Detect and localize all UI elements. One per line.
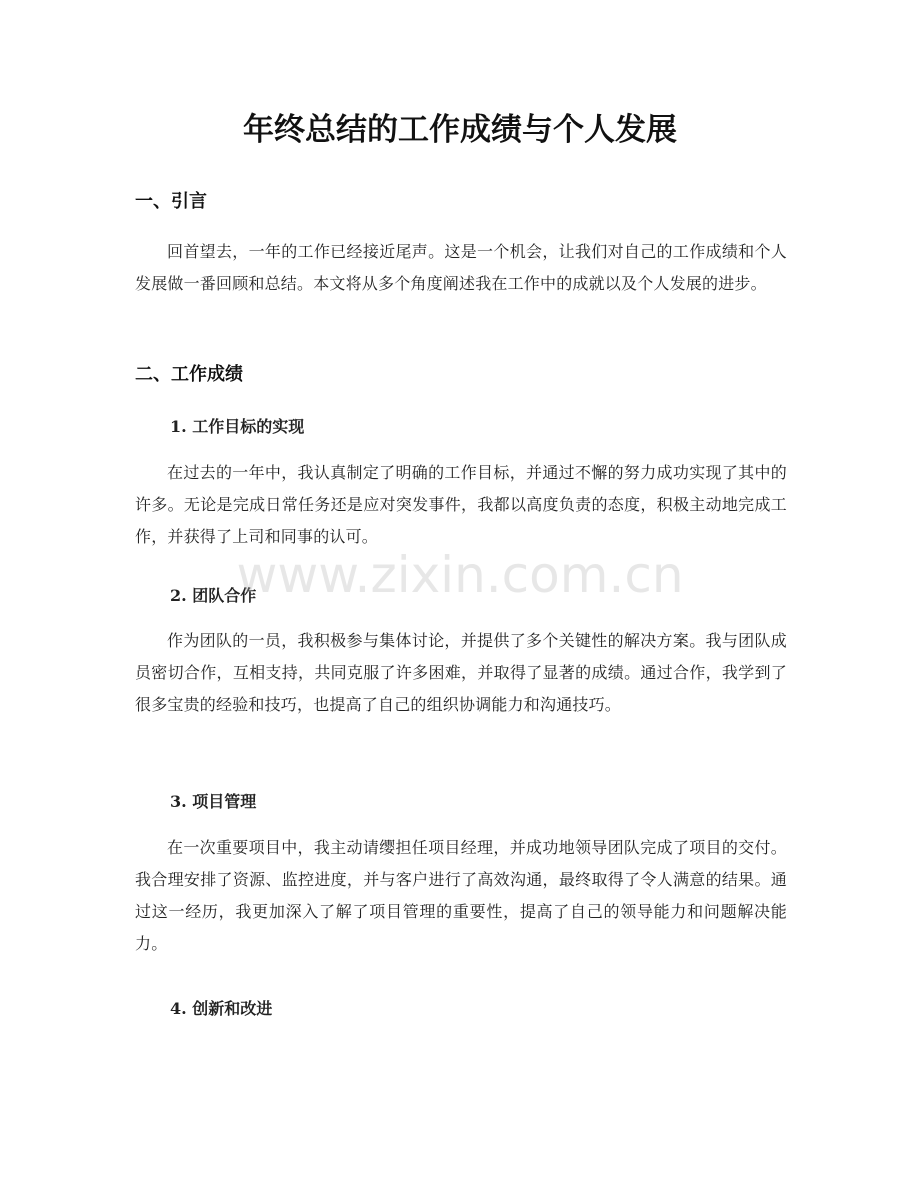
section-heading-introduction: 一、引言 [135, 191, 207, 212]
project-management-paragraph: 在一次重要项目中，我主动请缨担任项目经理，并成功地领导团队完成了项目的交付。我合理安排了资源、监控进度，并与客户进行了高效沟通，最终取得了令人满意的结果。通过这一经历，我更加深入了解了项目管理的重要性，提高了自己的领导能力和问题解决能力。 [135, 838, 787, 953]
watermark: www.zixin.com.cn [236, 546, 684, 604]
subheading-teamwork: 2. 团队合作 [170, 586, 257, 605]
teamwork-paragraph: 作为团队的一员，我积极参与集体讨论，并提供了多个关键性的解决方案。我与团队成员密切合作，互相支持，共同克服了许多困难，并取得了显著的成绩。通过合作，我学到了很多宝贵的经验和技巧，也提高了自己的组织协调能力和沟通技巧。 [135, 631, 787, 714]
introduction-paragraph: 回首望去，一年的工作已经接近尾声。这是一个机会，让我们对自己的工作成绩和个人发展做一番回顾和总结。本文将从多个角度阐述我在工作中的成就以及个人发展的进步。 [135, 242, 787, 293]
subheading-innovation: 4. 创新和改进 [170, 999, 273, 1018]
subheading-project-management: 3. 项目管理 [170, 792, 257, 811]
document-title: 年终总结的工作成绩与个人发展 [243, 112, 677, 148]
subheading-work-goals: 1. 工作目标的实现 [170, 417, 305, 436]
section-heading-work-achievements: 二、工作成绩 [135, 364, 243, 385]
work-goals-paragraph: 在过去的一年中，我认真制定了明确的工作目标，并通过不懈的努力成功实现了其中的许多。无论是完成日常任务还是应对突发事件，我都以高度负责的态度，积极主动地完成工作，并获得了上司和同事的认可。 [135, 463, 787, 546]
